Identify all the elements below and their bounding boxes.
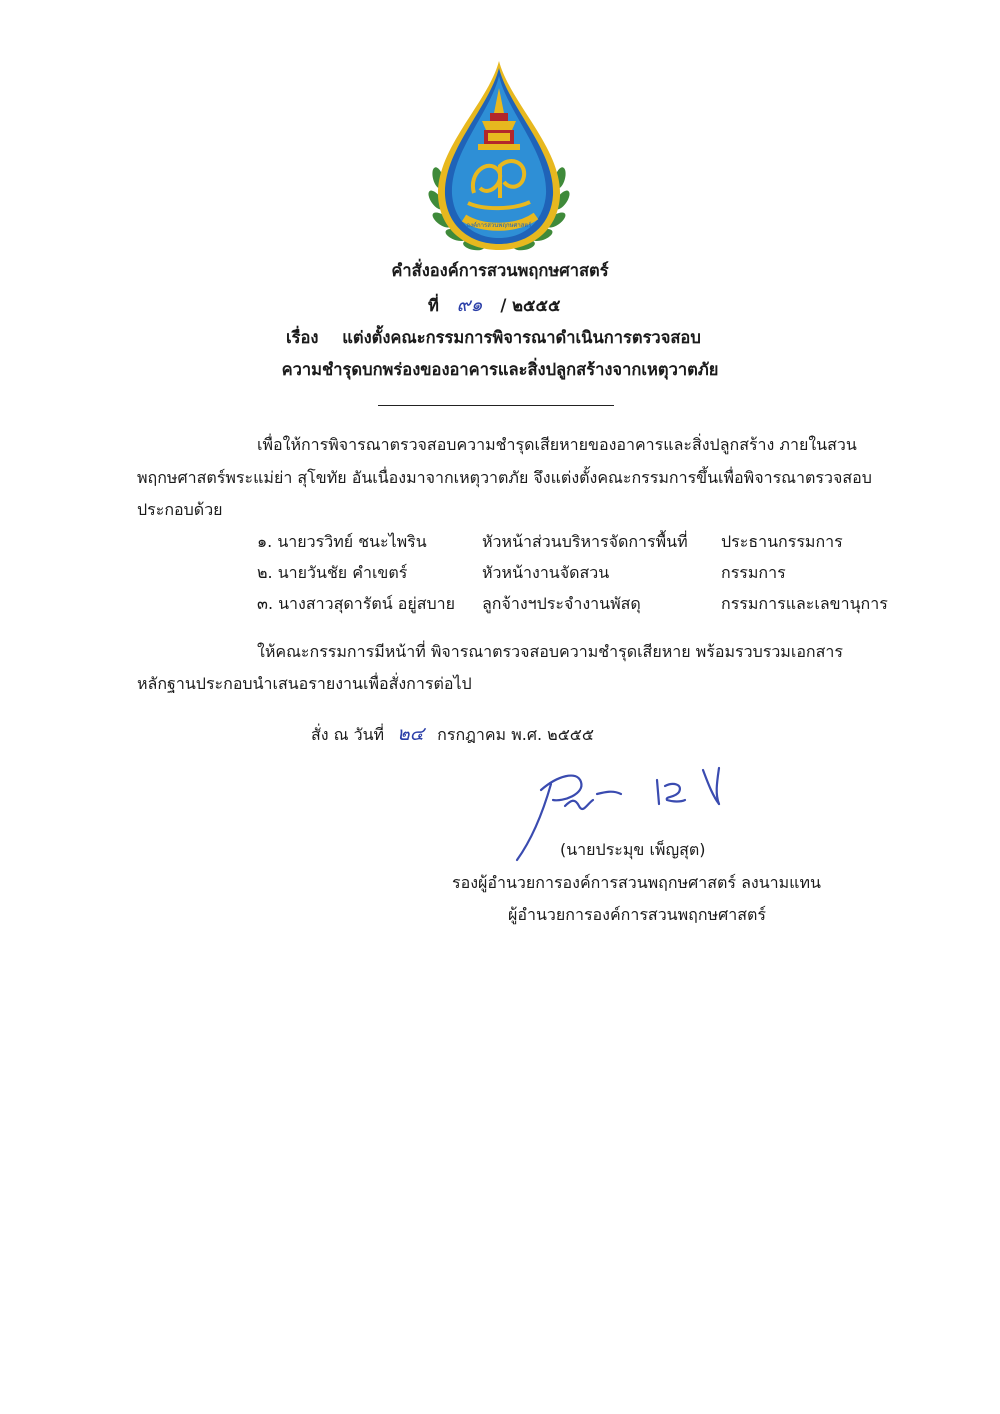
member-position: ลูกจ้างฯประจำงานพัสดุ [482,594,641,613]
date-month-year: กรกฎาคม พ.ศ. ๒๕๕๕ [437,725,595,744]
member-name: ๒. นายวันชัย คำเขตร์ [257,563,408,582]
order-number [428,290,561,320]
heading-divider [378,405,614,406]
order-number-prefix: ที่ [428,296,439,315]
committee-member-row [257,561,917,587]
subject-line-1 [286,325,701,351]
seal-inscription-text: องค์การสวนพฤกษศาสตร์ [466,222,532,229]
organization-seal-logo [428,58,570,256]
date-prefix: สั่ง ณ วันที่ [311,725,385,744]
member-position: หัวหน้างานจัดสวน [482,563,610,582]
subject-text: แต่งตั้งคณะกรรมการพิจารณาดำเนินการตรวจสอบ [342,328,701,347]
subject-line-2: ความชำรุดบกพร่องของอาคารและสิ่งปลูกสร้างจากเหตุวาตภัย [281,360,719,379]
order-number-year: / ๒๕๕๕ [500,296,561,315]
signatory-title-line-1: รองผู้อำนวยการองค์การสวนพฤกษศาสตร์ ลงนามแทน [452,873,821,892]
paragraph-2-line-2: หลักฐานประกอบนำเสนอรายงานเพื่อสั่งการต่อไป [137,674,472,693]
order-number-handwritten: ๙๑ [456,294,483,316]
paragraph-1-line-1: เพื่อให้การพิจารณาตรวจสอบความชำรุดเสียหายของอาคารและสิ่งปลูกสร้าง ภายในสวน [257,435,857,454]
member-position: หัวหน้าส่วนบริหารจัดการพื้นที่ [482,532,688,551]
subject-label: เรื่อง [286,328,319,347]
member-role: ประธานกรรมการ [721,532,843,551]
member-name: ๑. นายวรวิทย์ ชนะไพริน [257,532,427,551]
signatory-name: (นายประมุข เพ็ญสุต) [560,840,706,859]
order-title: คำสั่งองค์การสวนพฤกษศาสตร์ [391,261,609,280]
committee-member-row [257,530,917,556]
paragraph-1-line-2: พฤกษศาสตร์พระแม่ย่า สุโขทัย อันเนื่องมาจากเหตุวาตภัย จึงแต่งตั้งคณะกรรมการขึ้นเพื่อพิจารณาตรวจสอบ [137,468,872,487]
paragraph-1-line-3: ประกอบด้วย [137,500,223,519]
date-day-handwritten: ๒๔ [397,723,425,745]
paragraph-2-line-1: ให้คณะกรรมการมีหน้าที่ พิจารณาตรวจสอบความชำรุดเสียหาย พร้อมรวบรวมเอกสาร [257,642,843,661]
order-date [311,719,594,749]
member-role: กรรมการ [721,563,786,582]
signatory-title-line-2: ผู้อำนวยการองค์การสวนพฤกษศาสตร์ [508,905,766,924]
member-role: กรรมการและเลขานุการ [721,594,888,613]
member-name: ๓. นางสาวสุดารัตน์ อยู่สบาย [257,594,455,613]
committee-member-row [257,592,917,618]
